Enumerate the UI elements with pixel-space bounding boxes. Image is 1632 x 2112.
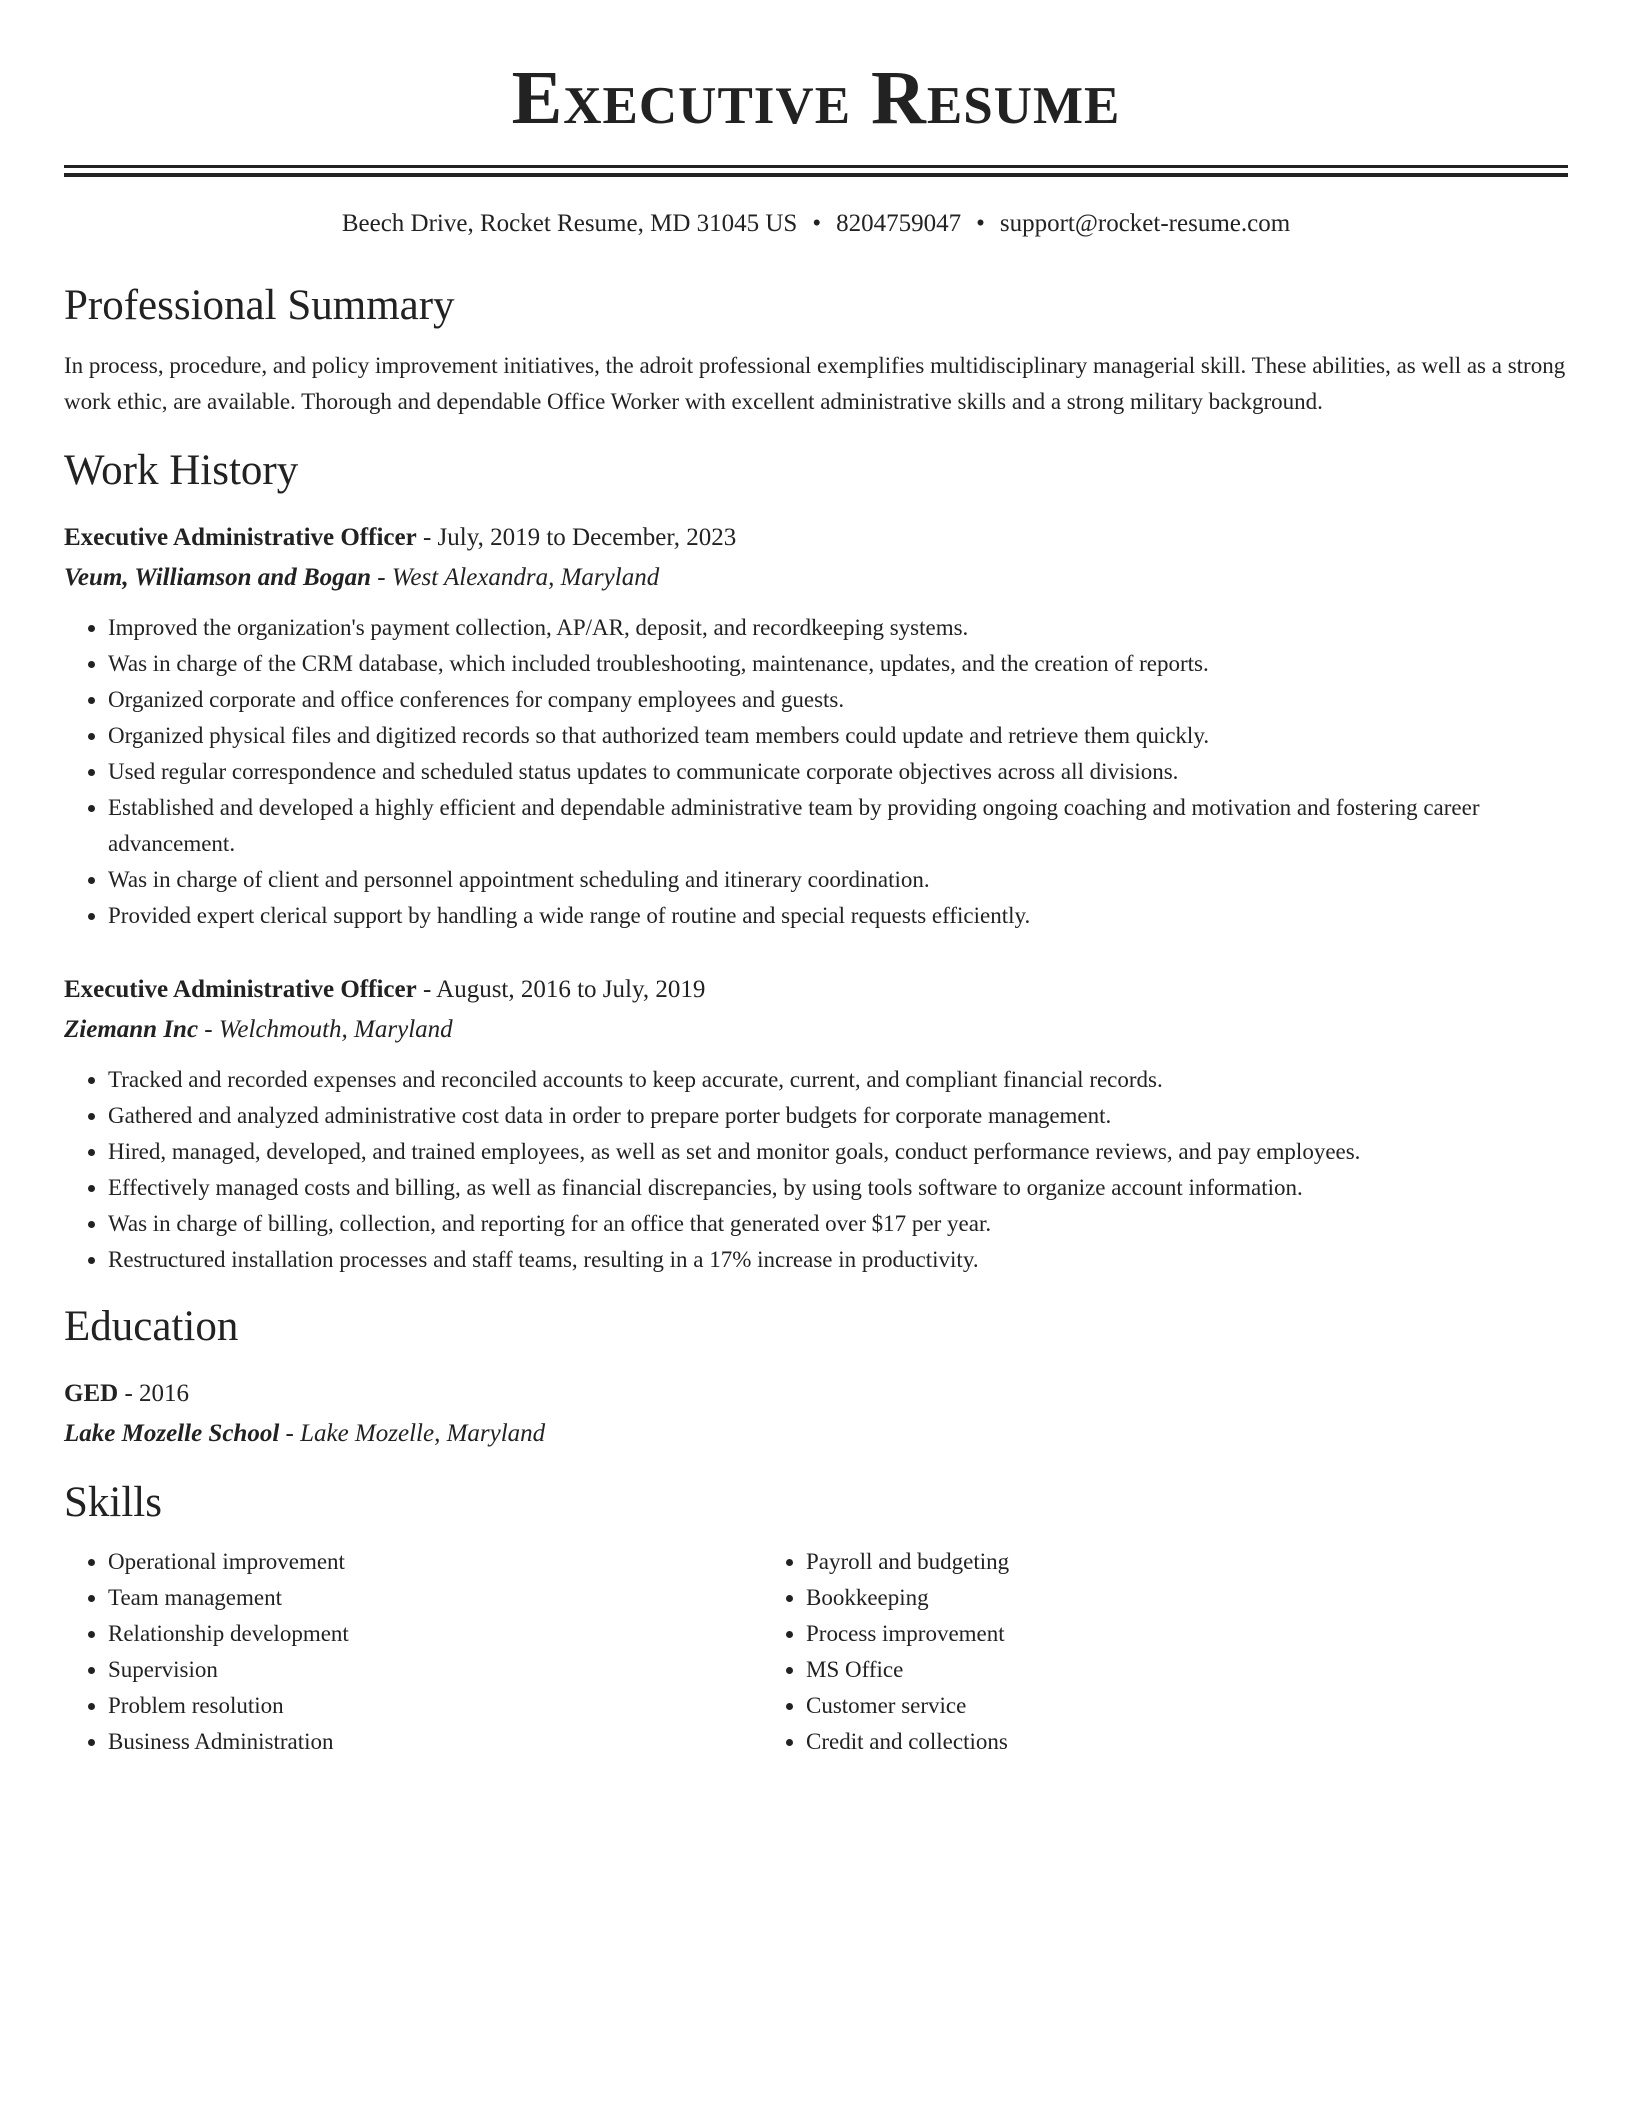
job-role: Executive Administrative Officer — [64, 976, 417, 1003]
job-company-line — [64, 558, 1568, 598]
work-history-heading: Work History — [64, 447, 299, 494]
contact-phone: 8204759047 — [836, 210, 962, 237]
title-divider — [64, 165, 1568, 177]
skills-list-right — [762, 1544, 1460, 1760]
job-role: Executive Administrative Officer — [64, 524, 417, 551]
skill-item: • Team management — [108, 1580, 762, 1616]
job-bullets — [64, 610, 1568, 934]
job-dates: - July, 2019 to December, 2023 — [416, 524, 737, 551]
skill-item: • Customer service — [806, 1688, 1460, 1724]
skill-item: • Problem resolution — [108, 1688, 762, 1724]
job-bullet: • Hired, managed, developed, and trained employees, as well as set and monitor goals, conduct performance reviews, and pay employees. — [108, 1134, 1568, 1170]
skill-item: • Process improvement — [806, 1616, 1460, 1652]
job-bullet: • Provided expert clerical support by handling a wide range of routine and special requests efficiently. — [108, 898, 1568, 934]
education-heading: Education — [64, 1303, 239, 1350]
job-bullet: • Was in charge of billing, collection, and reporting for an office that generated over $17 per year. — [108, 1206, 1568, 1242]
summary-text: In process, procedure, and policy improvement initiatives, the adroit professional exemplifies multidisciplinary managerial skill. These abilities, as well as a strong work ethic, are available. Thorough and dependable Office Worker with excellent administrative skills and a strong military background. — [64, 353, 1566, 414]
job-bullet: • Organized physical files and digitized records so that authorized team members could update and retrieve them quickly. — [108, 718, 1568, 754]
skill-item: • Operational improvement — [108, 1544, 762, 1580]
job-bullet: • Tracked and recorded expenses and reconciled accounts to keep accurate, current, and compliant financial records. — [108, 1062, 1568, 1098]
education-degree-line — [64, 1374, 1568, 1414]
resume-title: Executive Resume — [511, 56, 1121, 140]
job-bullet: • Was in charge of client and personnel appointment scheduling and itinerary coordination. — [108, 862, 1568, 898]
education-year: - 2016 — [118, 1380, 190, 1407]
job-bullet: • Was in charge of the CRM database, which included troubleshooting, maintenance, updates, and the creation of reports. — [108, 646, 1568, 682]
education-school-line — [64, 1414, 1568, 1454]
job-location: - Welchmouth, Maryland — [198, 1016, 453, 1043]
education-entry — [64, 1374, 1568, 1454]
job-location: - West Alexandra, Maryland — [371, 564, 660, 591]
job-company: Ziemann Inc — [64, 1016, 199, 1043]
job-bullet: • Effectively managed costs and billing, as well as financial discrepancies, by using tools software to organize account information. — [108, 1170, 1568, 1206]
skill-item: • Relationship development — [108, 1616, 762, 1652]
job-entry — [64, 970, 1568, 1278]
education-degree: GED — [64, 1380, 119, 1407]
job-dates: - August, 2016 to July, 2019 — [416, 976, 706, 1003]
job-company-line — [64, 1010, 1568, 1050]
job-title-line — [64, 518, 1568, 558]
education-school: Lake Mozelle School — [64, 1420, 280, 1447]
skill-item: • Payroll and budgeting — [806, 1544, 1460, 1580]
job-title-line — [64, 970, 1568, 1010]
contact-separator: • — [976, 210, 985, 237]
contact-separator: • — [812, 210, 822, 237]
education-location: - Lake Mozelle, Maryland — [279, 1420, 546, 1447]
skill-item: • MS Office — [806, 1652, 1460, 1688]
job-bullet: • Restructured installation processes and staff teams, resulting in a 17% increase in productivity. — [108, 1242, 1568, 1278]
skill-item: • Credit and collections — [806, 1724, 1460, 1760]
job-bullet: • Used regular correspondence and scheduled status updates to communicate corporate objectives across all divisions. — [108, 754, 1568, 790]
job-entry — [64, 518, 1568, 934]
job-bullet: • Gathered and analyzed administrative cost data in order to prepare porter budgets for corporate management. — [108, 1098, 1568, 1134]
summary-heading: Professional Summary — [64, 282, 455, 329]
skill-item: • Business Administration — [108, 1724, 762, 1760]
contact-email: support@rocket-resume.com — [999, 210, 1291, 237]
skills-heading: Skills — [64, 1479, 162, 1526]
job-bullet: • Improved the organization's payment collection, AP/AR, deposit, and recordkeeping systems. — [108, 610, 1568, 646]
job-bullet: • Organized corporate and office conferences for company employees and guests. — [108, 682, 1568, 718]
skill-item: • Bookkeeping — [806, 1580, 1460, 1616]
job-company: Veum, Williamson and Bogan — [64, 564, 372, 591]
job-bullet: • Established and developed a highly efficient and dependable administrative team by providing ongoing coaching and motivation and fostering career advancement. — [108, 790, 1568, 862]
skills-columns — [64, 1544, 1568, 1760]
contact-line — [64, 207, 1568, 241]
skill-item: • Supervision — [108, 1652, 762, 1688]
contact-address: Beech Drive, Rocket Resume, MD 31045 US — [341, 210, 798, 237]
job-bullets — [64, 1062, 1568, 1278]
skills-list-left — [64, 1544, 762, 1760]
